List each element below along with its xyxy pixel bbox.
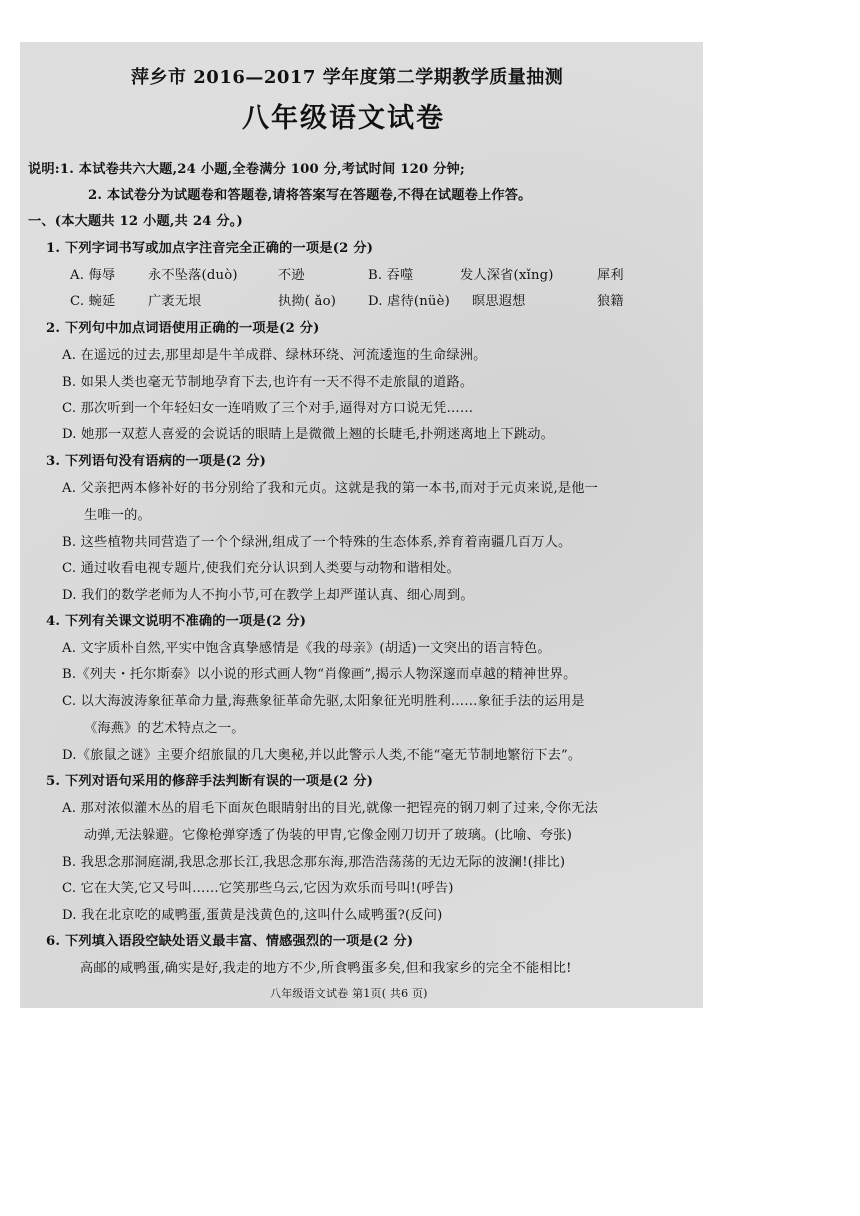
scanned-page [20,42,703,1008]
q1-option-c-word2: 广袤无垠 [148,294,202,309]
q5-option-b: B. 我思念那洞庭湖,我思念那长江,我思念那东海,那浩浩荡荡的无边无际的波澜!(排比) [62,855,566,870]
q6-passage: 高邮的咸鸭蛋,确实是好,我走的地方不少,所食鸭蛋多矣,但和我家乡的完全不能相比! [80,961,572,976]
q1-option-b-word3: 犀利 [597,268,624,283]
q4-option-d: D.《旅鼠之谜》主要介绍旅鼠的几大奥秘,并以此警示人类,不能“毫无节制地繁衍下去”。 [62,748,582,763]
q1-option-d-word2: 暝思遐想 [472,294,526,309]
question-1-stem: 1. 下列字词书写或加点字注音完全正确的一项是(2 分) [46,241,374,256]
question-3-stem: 3. 下列语句没有语病的一项是(2 分) [46,454,267,469]
exam-subtitle: 八年级语文试卷 [242,103,445,134]
q1-option-b-word1: B. 吞噬 [368,268,414,283]
instructions-line-1: 说明:1. 本试卷共六大题,24 小题,全卷满分 100 分,考试时间 120 分钟; [28,162,465,177]
exam-title: 萍乡市 2016—2017 学年度第二学期教学质量抽测 [131,67,564,88]
q1-option-a-word1: A. 侮辱 [70,268,116,283]
q3-option-d: D. 我们的数学老师为人不拘小节,可在教学上却严谨认真、细心周到。 [62,588,474,603]
q4-option-a: A. 文字质朴自然,平实中饱含真挚感情是《我的母亲》(胡适)一文突出的语言特色。 [62,641,551,656]
question-4-stem: 4. 下列有关课文说明不准确的一项是(2 分) [46,614,307,629]
q1-option-a-word3: 不逊 [278,268,305,283]
section-1-heading: 一、(本大题共 12 小题,共 24 分。) [28,214,243,229]
q3-option-c: C. 通过收看电视专题片,使我们充分认识到人类要与动物和谐相处。 [62,561,460,576]
question-2-stem: 2. 下列句中加点词语使用正确的一项是(2 分) [46,321,320,336]
q2-option-b: B. 如果人类也毫无节制地孕育下去,也许有一天不得不走旅鼠的道路。 [62,375,474,390]
q3-option-a-line1: A. 父亲把两本修补好的书分别给了我和元贞。这就是我的第一本书,而对于元贞来说,是他一 [62,481,599,496]
q2-option-d: D. 她那一双惹人喜爱的会说话的眼睛上是微微上翘的长睫毛,扑朔迷离地上下跳动。 [62,427,555,442]
exam-document [20,42,703,1008]
q5-option-c: C. 它在大笑,它又号叫……它笑那些乌云,它因为欢乐而号叫!(呼告) [62,881,454,896]
q4-option-b: B.《列夫・托尔斯泰》以小说的形式画人物“肖像画”,揭示人物深邃而卓越的精神世界。 [62,667,577,682]
question-6-stem: 6. 下列填入语段空缺处语义最丰富、情感强烈的一项是(2 分) [46,934,414,949]
q1-option-c-word1: C. 蜿延 [70,294,116,309]
q5-option-a-line1: A. 那对浓似灌木丛的眉毛下面灰色眼睛射出的目光,就像一把锃亮的钢刀刺了过来,令你无法 [62,801,599,816]
q3-option-a-line2: 生唯一的。 [84,508,151,523]
q2-option-c: C. 那次听到一个年轻妇女一连哨败了三个对手,逼得对方口说无凭…… [62,401,474,416]
q4-option-c-line1: C. 以大海波涛象征革命力量,海燕象征革命先驱,太阳象征光明胜利……象征手法的运用是 [62,694,585,709]
instructions-line-2: 2. 本试卷分为试题卷和答题卷,请将答案写在答题卷,不得在试题卷上作答。 [88,188,532,203]
q5-option-a-line2: 动弹,无法躲避。它像枪弹穿透了伪装的甲胄,它像金刚刀切开了玻璃。(比喻、夸张) [84,828,573,843]
page-footer: 八年级语文试卷 第1页( 共6 页) [270,987,428,1000]
q4-option-c-line2: 《海燕》的艺术特点之一。 [84,721,245,736]
q1-option-b-word2: 发人深省(xǐng) [460,268,554,283]
question-5-stem: 5. 下列对语句采用的修辞手法判断有误的一项是(2 分) [46,774,374,789]
q1-option-d-word1: D. 虐待(nüè) [368,294,450,309]
q5-option-d: D. 我在北京吃的咸鸭蛋,蛋黄是浅黄色的,这叫什么咸鸭蛋?(反问) [62,908,443,923]
q1-option-c-word3: 执拗( ǎo) [278,294,337,309]
q1-option-a-word2: 永不坠落(duò) [148,268,238,283]
q1-option-d-word3: 狼籍 [597,294,624,309]
q3-option-b: B. 这些植物共同营造了一个个绿洲,组成了一个特殊的生态体系,养育着南疆几百万人。 [62,535,572,550]
q2-option-a: A. 在遥远的过去,那里却是牛羊成群、绿林环绕、河流逶迤的生命绿洲。 [62,348,487,363]
